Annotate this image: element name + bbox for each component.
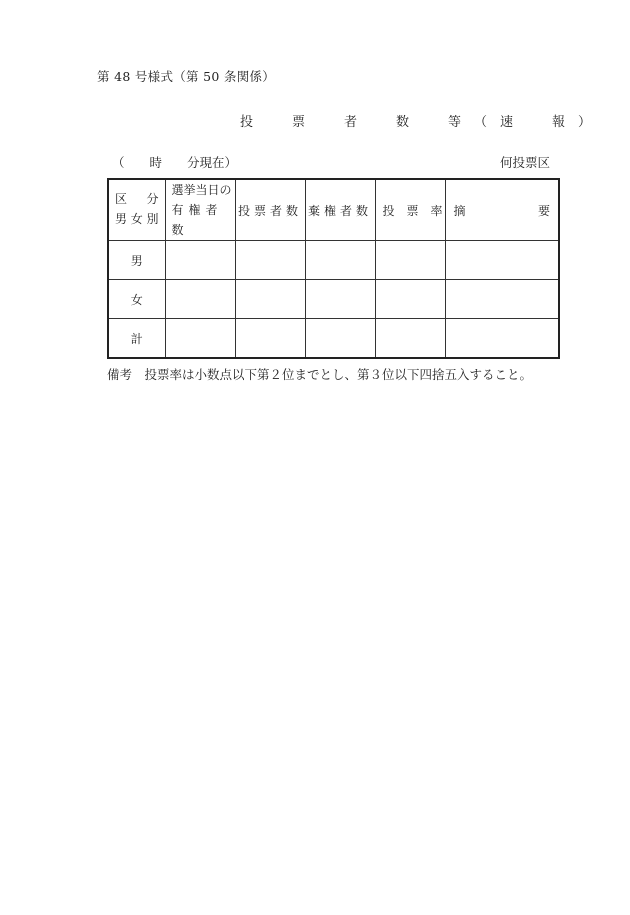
abstainers-cell[interactable] xyxy=(305,319,375,359)
form-number: 第 48 号様式（第 50 条関係） xyxy=(97,69,276,84)
eligible-header-line1: 選挙当日の xyxy=(171,183,232,197)
row-label-total: 計 xyxy=(108,319,165,359)
turnout-rate-cell[interactable] xyxy=(375,241,445,280)
remarks-cell[interactable] xyxy=(445,241,559,280)
voters-header: 投票者数 xyxy=(235,179,305,241)
eligible-voters-cell[interactable] xyxy=(165,319,235,359)
row-label-female: 女 xyxy=(108,280,165,319)
gender-label-distinction: 別 xyxy=(146,212,159,226)
rate-char-1: 投 xyxy=(382,203,395,218)
voters-cell[interactable] xyxy=(235,280,305,319)
polling-district: 何投票区 xyxy=(500,155,551,170)
as-of-time: （ 時 分現在） xyxy=(112,155,238,170)
table-row-total xyxy=(108,319,559,359)
gender-label-male: 男 xyxy=(115,212,128,226)
abstainers-cell[interactable] xyxy=(305,241,375,280)
table-row-female xyxy=(108,280,559,319)
division-label: 分 xyxy=(146,192,159,206)
category-label: 区 xyxy=(115,192,128,206)
turnout-rate-cell[interactable] xyxy=(375,280,445,319)
table-row-male xyxy=(108,241,559,280)
document-title: 投 票 者 数 等（速 報） xyxy=(240,115,605,130)
eligible-voters-cell[interactable] xyxy=(165,241,235,280)
remarks-cell[interactable] xyxy=(445,280,559,319)
category-header xyxy=(108,179,165,241)
gender-label-female: 女 xyxy=(130,212,143,226)
rate-char-3: 率 xyxy=(430,203,443,218)
row-label-male: 男 xyxy=(108,241,165,280)
remarks-note: 備考 投票率は小数点以下第２位までとし、第３位以下四捨五入すること。 xyxy=(107,367,533,382)
abstainers-cell[interactable] xyxy=(305,280,375,319)
remarks-header xyxy=(445,179,559,241)
remarks-cell[interactable] xyxy=(445,319,559,359)
turnout-rate-header xyxy=(375,179,445,241)
eligible-voters-cell[interactable] xyxy=(165,280,235,319)
remarks-char-2: 要 xyxy=(537,203,550,218)
turnout-table xyxy=(107,178,560,359)
remarks-char-1: 摘 xyxy=(453,203,466,218)
eligible-voters-header xyxy=(165,179,235,241)
voters-cell[interactable] xyxy=(235,241,305,280)
turnout-rate-cell[interactable] xyxy=(375,319,445,359)
eligible-header-line2: 有権者数 xyxy=(171,203,223,237)
abstainers-header: 棄権者数 xyxy=(305,179,375,241)
rate-char-2: 票 xyxy=(406,203,419,218)
voters-cell[interactable] xyxy=(235,319,305,359)
header-row xyxy=(108,179,559,241)
